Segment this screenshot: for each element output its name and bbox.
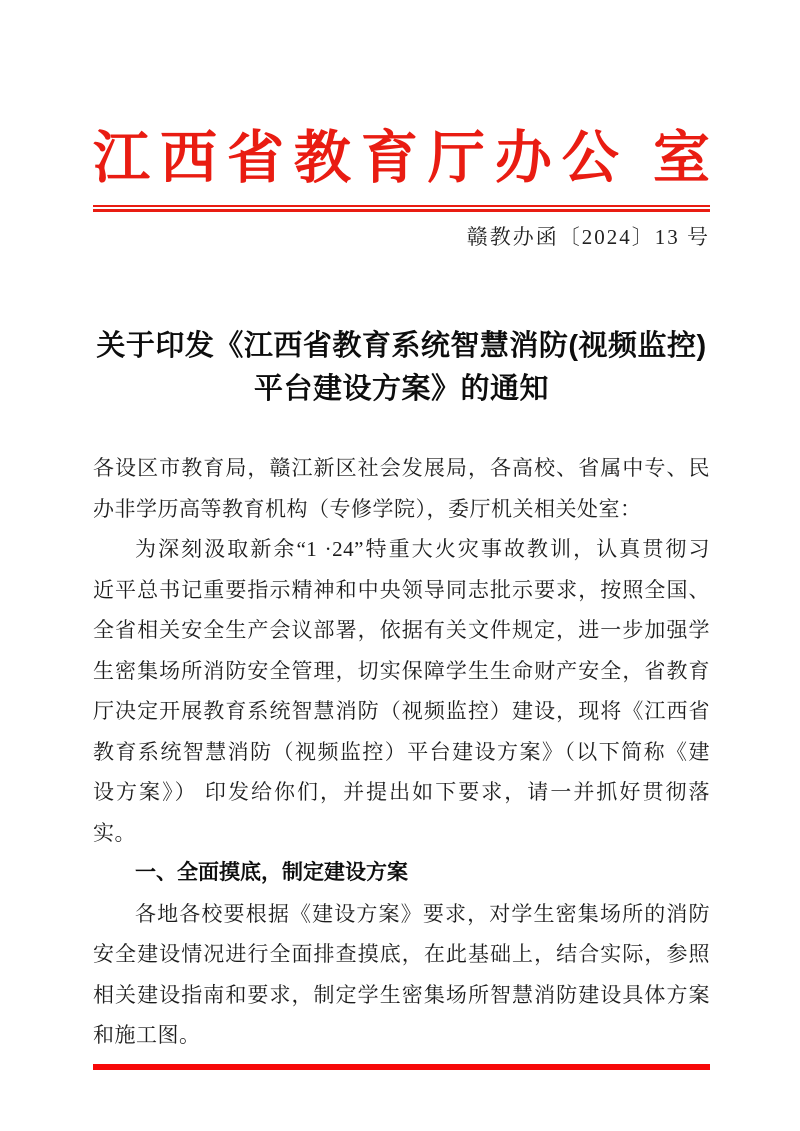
body-line: 各设区市教育局，赣江新区社会发展局，各高校、省属中专、民 xyxy=(93,456,710,480)
body-line: 厅决定开展教育系统智慧消防（视频监控）建设，现将《江西省 xyxy=(93,699,710,723)
letterhead-double-rule xyxy=(93,205,710,212)
body-line: 相关建设指南和要求，制定学生密集场所智慧消防建设具体方案 xyxy=(93,982,710,1007)
body-line: 全省相关安全生产会议部署，依据有关文件规定，进一步加强学 xyxy=(93,618,710,642)
body-line: 办非学历高等教育机构（专修学院），委厅机关相关处室： xyxy=(93,496,642,521)
body-line: 教育系统智慧消防（视频监控）平台建设方案》（以下简称《建 xyxy=(93,739,710,764)
notice-title xyxy=(93,325,710,411)
body-line: 和施工图。 xyxy=(93,1023,201,1047)
notice-title-line2: 平台建设方案》的通知 xyxy=(253,373,549,405)
section-heading: 一、全面摸底，制定建设方案 xyxy=(135,861,408,884)
body-line: 安全建设情况进行全面排查摸底，在此基础上，结合实际，参照 xyxy=(93,942,710,966)
body-line: 近平总书记重要指示精神和中央领导同志批示要求，按照全国、 xyxy=(93,577,710,602)
body-line: 生密集场所消防安全管理，切实保障学生生命财产安全，省教育 xyxy=(93,658,710,683)
body-text xyxy=(93,448,710,1056)
bottom-rule xyxy=(93,1064,710,1070)
document-number: 赣教办函〔2024〕13 号 xyxy=(466,225,710,249)
letterhead-title: 江西省教育厅办公 室 xyxy=(93,127,710,190)
body-line: 各地各校要根据《建设方案》要求，对学生密集场所的消防 xyxy=(135,901,710,926)
notice-title-line1: 关于印发《江西省教育系统智慧消防(视频监控) xyxy=(96,330,707,362)
body-line: 为深刻汲取新余“1 ·24”特重大火灾事故教训，认真贯彻习 xyxy=(135,537,710,561)
body-line: 设方案》） 印发给你们，并提出如下要求，请一并抓好贯彻落实。 xyxy=(93,780,710,845)
